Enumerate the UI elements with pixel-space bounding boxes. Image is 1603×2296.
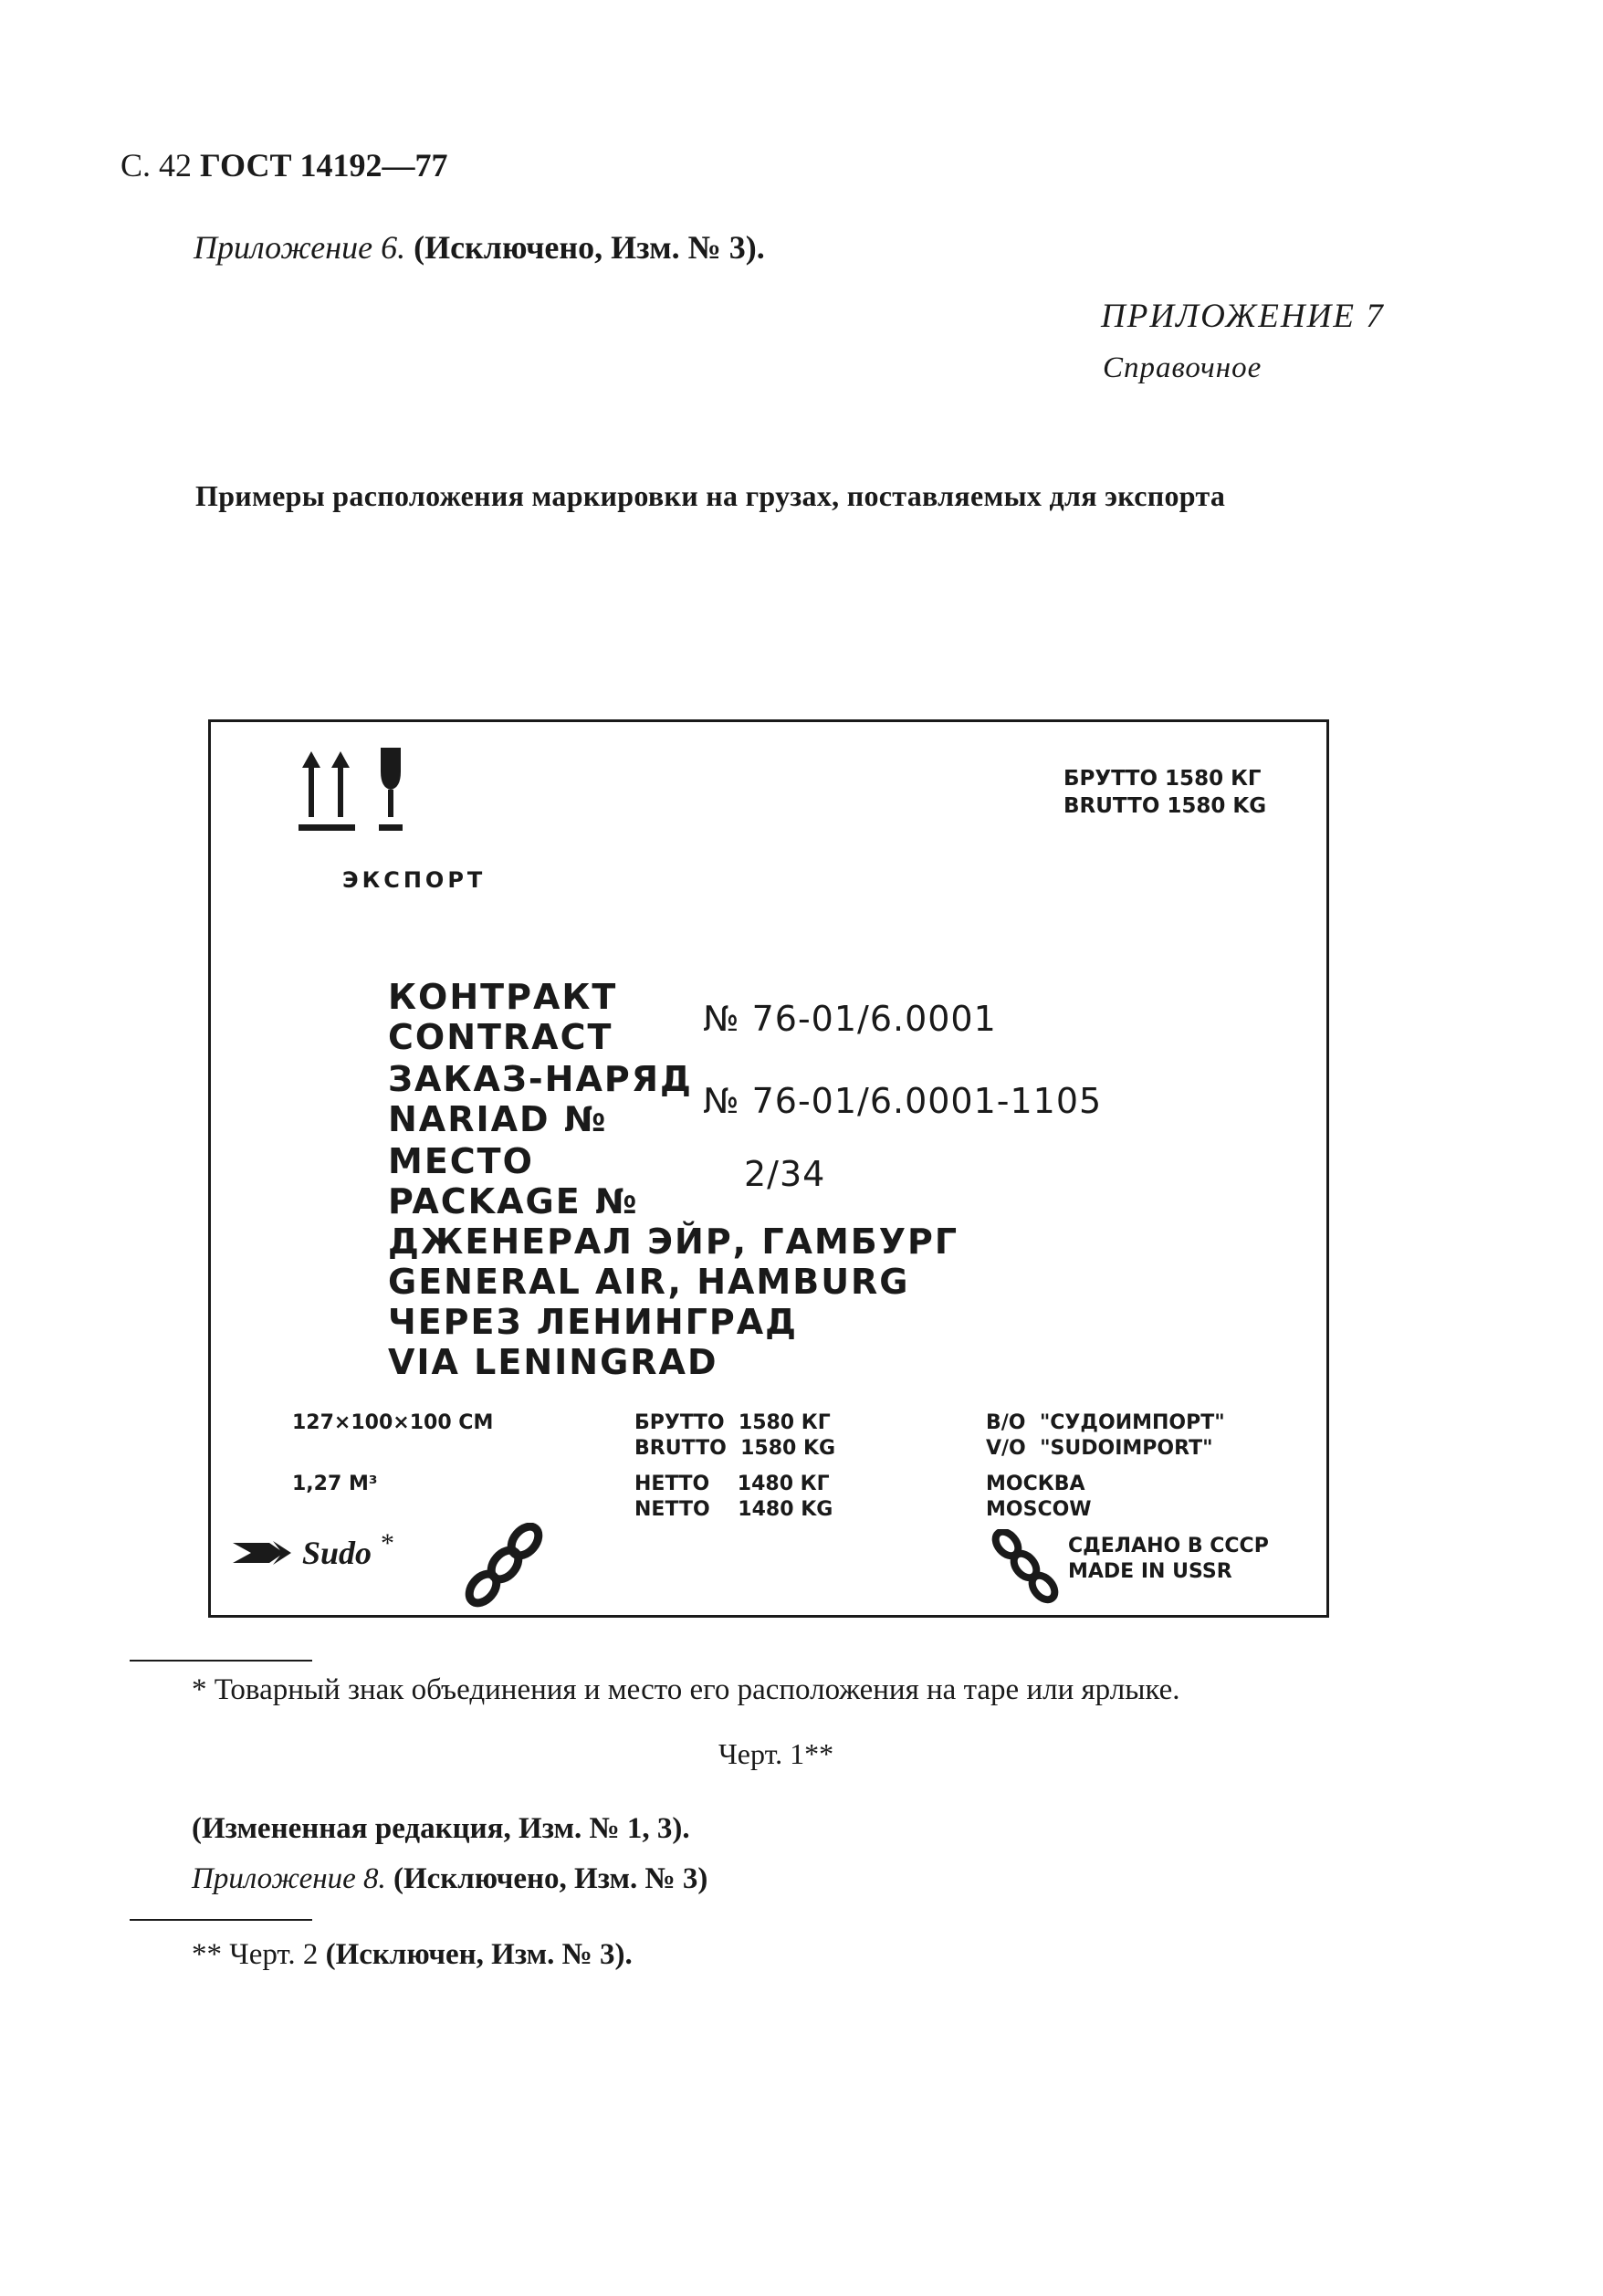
marking-line: ЧЕРЕЗ ЛЕНИНГРАД	[388, 1302, 798, 1342]
gross-weight-en-line: BRUTTO 1580 KG	[634, 1437, 836, 1460]
gross-weight	[634, 1410, 835, 1462]
package-number: 2/34	[744, 1154, 826, 1194]
chain-link-icon	[452, 1523, 552, 1614]
marking-line: PACKAGE №	[388, 1181, 639, 1221]
gross-weight-en: BRUTTO 1580 KG	[1063, 794, 1267, 818]
exporter-ru: В/О "СУДОИМПОРТ"	[986, 1411, 1225, 1434]
appendix-6-label: Приложение 6.	[194, 229, 406, 266]
figure-title: Примеры расположения маркировки на грузах, поставляемых для экспорта	[195, 479, 1226, 512]
gross-weight-top	[1063, 765, 1266, 820]
logo-text: Sudo	[302, 1535, 372, 1571]
made-in-en: MADE IN USSR	[1068, 1560, 1232, 1583]
footnote-trademark: * Товарный знак объединения и место его расположения на таре или ярлыке.	[192, 1673, 1180, 1706]
appendix-8-label: Приложение 8.	[192, 1862, 386, 1895]
footnote-2-status: (Исключен, Изм. № 3).	[325, 1938, 633, 1971]
page-header	[120, 146, 447, 184]
marking-line: ДЖЕНЕРАЛ ЭЙР, ГАМБУРГ	[388, 1221, 959, 1262]
gross-weight-ru: БРУТТО 1580 КГ	[1063, 767, 1262, 791]
exporter-city	[986, 1472, 1092, 1523]
fragile-glass-icon	[379, 748, 403, 831]
city-en: MOSCOW	[986, 1498, 1092, 1521]
export-label: ЭКСПОРТ	[342, 867, 487, 893]
figure-caption: Черт. 1**	[718, 1737, 834, 1770]
marking-line: NARIAD №	[388, 1099, 608, 1139]
appendix-8-status: (Исключено, Изм. № 3)	[393, 1862, 708, 1895]
page-number: С. 42	[120, 147, 193, 183]
exporter-en: V/O "SUDOIMPORT"	[986, 1437, 1213, 1460]
revision-note: (Измененная редакция, Изм. № 1, 3).	[192, 1812, 690, 1845]
appendix-6-status: (Исключено, Изм. № 3).	[414, 229, 765, 266]
net-weight-ru-line: НЕТТО 1480 КГ	[634, 1473, 830, 1495]
this-way-up-icon	[299, 751, 355, 831]
appendix-7-title: ПРИЛОЖЕНИЕ 7	[1101, 298, 1385, 335]
footnote-2-prefix: ** Черт. 2	[192, 1938, 319, 1971]
sudoimport-trademark	[233, 1528, 395, 1572]
country-of-origin	[1068, 1534, 1269, 1585]
gross-weight-ru-line: БРУТТО 1580 КГ	[634, 1411, 831, 1434]
appendix-6-note	[194, 228, 765, 267]
contract-number: № 76-01/6.0001	[703, 999, 997, 1039]
order-number: № 76-01/6.0001-1105	[703, 1081, 1103, 1121]
chain-link-icon-right	[990, 1529, 1063, 1607]
footnote-divider-2	[130, 1919, 312, 1921]
net-weight	[634, 1472, 833, 1523]
marking-line: ЗАКАЗ-НАРЯД	[388, 1059, 693, 1099]
handling-symbols	[297, 744, 424, 844]
made-in-ru: СДЕЛАНО В СССР	[1068, 1535, 1269, 1557]
marking-line: МЕСТО	[388, 1141, 534, 1181]
arrow-emblem-icon	[233, 1537, 293, 1568]
appendix-8-note	[192, 1862, 707, 1896]
footnote-drawing-2	[192, 1938, 633, 1972]
logo-footnote-mark: *	[381, 1528, 395, 1558]
standard-id: ГОСТ 14192—77	[200, 147, 448, 183]
footnote-divider	[130, 1660, 312, 1662]
exporter	[986, 1410, 1225, 1462]
appendix-7-subtitle: Справочное	[1103, 351, 1262, 384]
marking-line: VIA LENINGRAD	[388, 1342, 718, 1382]
net-weight-en-line: NETTO 1480 KG	[634, 1498, 833, 1521]
package-dimensions: 127×100×100 СМ	[292, 1411, 494, 1434]
city-ru: МОСКВА	[986, 1473, 1085, 1495]
marking-line: КОНТРАКТ	[388, 977, 618, 1017]
marking-line: GENERAL AIR, HAMBURG	[388, 1262, 910, 1302]
package-volume: 1,27 М³	[292, 1473, 378, 1495]
marking-line: CONTRACT	[388, 1017, 613, 1057]
